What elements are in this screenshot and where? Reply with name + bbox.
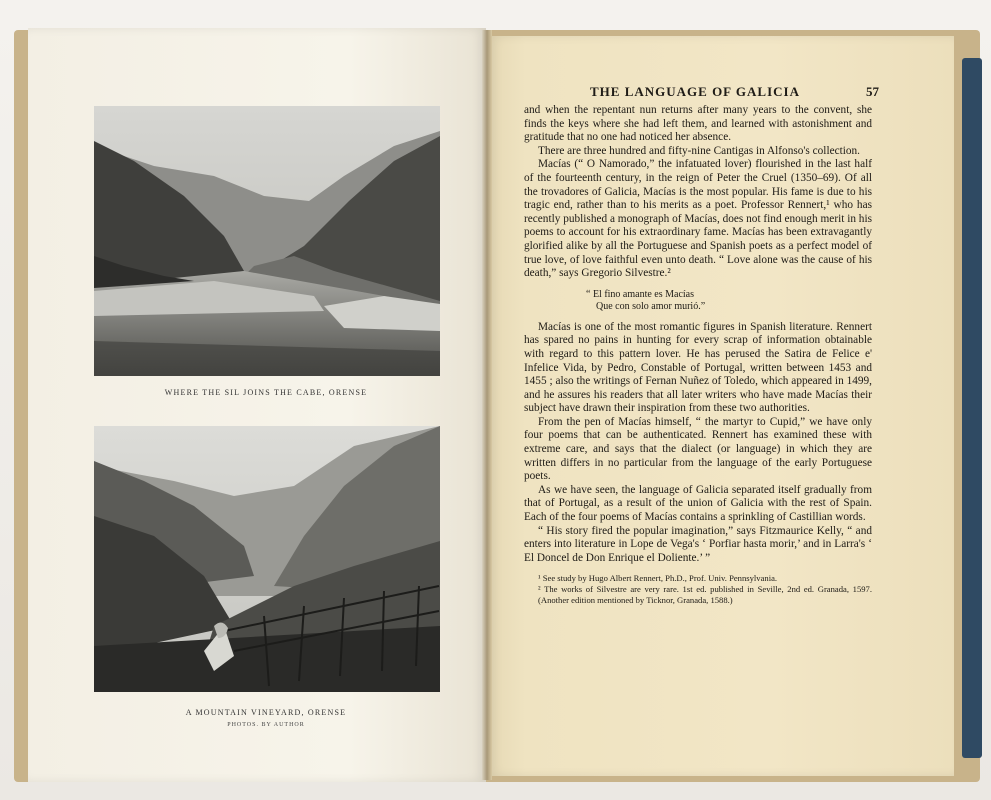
paragraph: “ His story fired the popular imagination,” says Fitzmaurice Kelly, “ and enters into literature in Lope de Vega's ‘ Porfiar hasta morir,’ and in Larra's ‘ El Doncel de Don Enrique el Doliente.’ ”: [524, 524, 872, 564]
paragraph: and when the repentant nun returns after many years to the convent, she finds the keys where she had left them, and learned with astonishment and gratitude that no one had noticed her absence.: [524, 104, 872, 144]
running-head: THE LANGUAGE OF GALICIA: [590, 84, 800, 99]
footnotes: [524, 573, 872, 605]
paragraph: Macías (“ O Namorado,” the infatuated lover) flourished in the last half of the fourteenth century, in the reign of Peter the Cruel (1350–69). Of all the trovadores of Galicia, Macías is the most popular. His fame is due to his tragic end, rather than to his merits as a poet. Professor Rennert,¹ who has recently published a monograph of Macías, does not find enough merit in his poems to account for his extraordinary fame. Macías has been extravagantly glorified alike by all the Portuguese and Spanish poets as a perfect model of true love, of love faithful even unto death. “ Love alone was the cause of his death,” says Gregorio Silvestre.²: [524, 158, 872, 280]
paragraph: Macías is one of the most romantic figures in Spanish literature. Rennert has spared no pains in hunting for every scrap of information obtainable with regard to this pattern lover. He has perused the Satira de Felice e' Infelice Vida, by Pedro, Constable of Portugal, written between 1453 and 1455 ; also the writings of Fernan Nuñez of Toledo, which appeared in 1499, and he assures his readers that all later writers who have made Macías their subject have drawn their inspiration from these two authorities.: [524, 320, 872, 415]
footnote: ² The works of Silvestre are very rare. 1st ed. published in Seville, 2nd ed. Granada, 1597. (Another edition mentioned by Ticknor, Granada, 1588.): [538, 584, 872, 605]
paragraph: As we have seen, the language of Galicia separated itself gradually from that of Portugal, as a result of the union of Galicia with the rest of Spain. Each of the four poems of Macías contains a sprinkling of Castillian words.: [524, 483, 872, 524]
book-gutter: [482, 30, 492, 780]
photo-credit: PHOTOS. BY AUTHOR: [227, 722, 305, 728]
book-spine: [962, 58, 982, 758]
photo-mountain-vineyard: [94, 426, 440, 692]
photo-top-caption: WHERE THE SIL JOINS THE CABE, ORENSE: [164, 388, 368, 397]
photo-bottom-caption: A MOUNTAIN VINEYARD, ORENSE: [185, 708, 347, 717]
verse-line: Que con solo amor murió.”: [596, 300, 706, 312]
page-body: [524, 104, 872, 605]
paragraph: There are three hundred and fifty-nine Cantigas in Alfonso's collection.: [538, 144, 861, 157]
page-number: 57: [866, 84, 879, 99]
photo-river-gorge: [94, 106, 440, 376]
verse-quote: [586, 289, 872, 313]
paragraph: From the pen of Macías himself, “ the martyr to Cupid,” we have only four poems that can be authenticated. Rennert has examined these with extreme care, and says that the dialect (or language) in which they are written differs in no particular from the language of the early Portuguese poets.: [524, 415, 872, 483]
footnote: ¹ See study by Hugo Albert Rennert, Ph.D., Prof. Univ. Pennsylvania.: [538, 573, 778, 584]
verse-line: “ El fino amante es Macías: [586, 288, 695, 300]
